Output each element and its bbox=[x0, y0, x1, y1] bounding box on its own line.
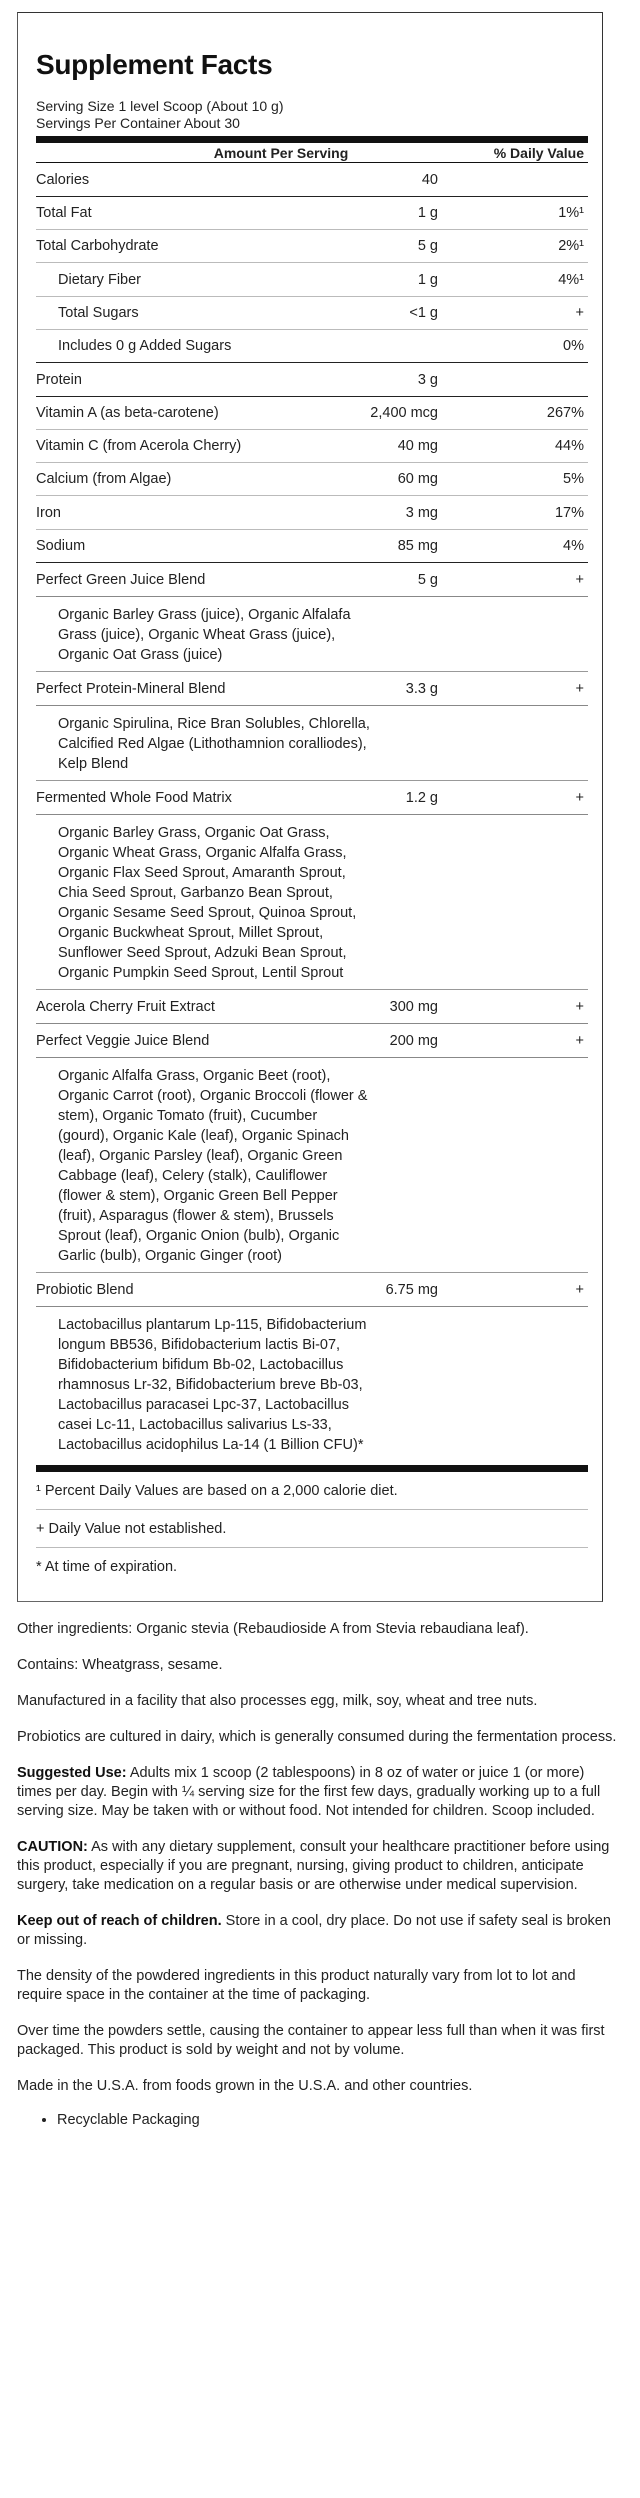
blend-ingredient-line: Organic Barley Grass (juice), Organic Alfalafa bbox=[58, 607, 351, 623]
blend-ingredient-line: stem), Organic Tomato (fruit), Cucumber bbox=[58, 1108, 318, 1124]
nutrient-row bbox=[36, 297, 588, 330]
blend-daily-value: + bbox=[575, 680, 584, 697]
blend-ingredient-line: (leaf), Organic Parsley (leaf), Organic Green bbox=[58, 1148, 343, 1164]
nutrient-daily-value: 5% bbox=[563, 471, 584, 487]
blend-ingredient-line: Organic Carrot (root), Organic Broccoli (flower & bbox=[58, 1088, 368, 1104]
blend-ingredients bbox=[36, 815, 588, 990]
nutrient-amount: 60 mg bbox=[397, 471, 438, 487]
blend-row bbox=[36, 1273, 588, 1307]
blend-amount: 6.75 mg bbox=[385, 1281, 438, 1298]
blend-name: Probiotic Blend bbox=[36, 1281, 134, 1298]
blend-ingredient-line: Lactobacillus plantarum Lp-115, Bifidobacterium bbox=[58, 1317, 367, 1333]
nutrient-name: Total Carbohydrate bbox=[36, 238, 159, 254]
nutrient-name: Calories bbox=[36, 171, 90, 188]
nutrient-row bbox=[36, 530, 588, 563]
nutrient-name: Sodium bbox=[36, 538, 86, 554]
nutrient-daily-value: 4% bbox=[563, 538, 584, 554]
nutrient-amount: 2,400 mcg bbox=[370, 405, 438, 421]
nutrient-row bbox=[36, 330, 588, 363]
blend-ingredient-line: Organic Pumpkin Seed Sprout, Lentil Sprout bbox=[58, 965, 344, 981]
caution-text: As with any dietary supplement, consult your healthcare practitioner before using this product, especially if you are pregnant, nursing, giving product to children, anticipate surgery, take medication on a regular basis or are otherwise under medical supervision. bbox=[17, 1839, 610, 1893]
blend-amount: 1.2 g bbox=[405, 789, 438, 806]
nutrient-daily-value: 4%¹ bbox=[558, 271, 584, 288]
nutrient-row bbox=[36, 397, 588, 430]
serving-info bbox=[36, 98, 588, 132]
footnote-dv: ¹ Percent Daily Values are based on a 2,000 calorie diet. bbox=[36, 1472, 588, 1510]
blend-ingredient-line: rhamnosus Lr-32, Bifidobacterium breve Bb-03, bbox=[58, 1377, 363, 1393]
keep-out-text: Store in a cool, dry place. Do not use if safety seal is broken or missing. bbox=[17, 1913, 611, 1948]
blend-ingredient-line: Organic Wheat Grass, Organic Alfalfa Grass, bbox=[58, 845, 347, 861]
nutrient-amount: <1 g bbox=[409, 305, 438, 321]
nutrient-row bbox=[36, 197, 588, 230]
daily-value-header: % Daily Value bbox=[493, 144, 584, 161]
blend-ingredient-line: Organic Oat Grass (juice) bbox=[58, 647, 223, 663]
nutrient-row bbox=[36, 430, 588, 463]
nutrient-amount: 1 g bbox=[417, 205, 438, 221]
nutrient-daily-value: 0% bbox=[563, 338, 584, 354]
blend-daily-value: + bbox=[575, 1281, 584, 1298]
facts-title: Supplement Facts bbox=[36, 49, 273, 80]
product-information bbox=[17, 1620, 617, 2130]
nutrient-row bbox=[36, 263, 588, 297]
contains-statement: Contains: Wheatgrass, sesame. bbox=[17, 1657, 223, 1673]
facility-statement: Manufactured in a facility that also processes egg, milk, soy, wheat and tree nuts. bbox=[17, 1693, 538, 1709]
footnote-plus: + Daily Value not established. bbox=[36, 1510, 588, 1548]
blend-daily-value: + bbox=[575, 789, 584, 806]
blend-ingredient-line: Garlic (bulb), Organic Ginger (root) bbox=[58, 1248, 283, 1264]
blend-row bbox=[36, 1024, 588, 1058]
blend-rows bbox=[36, 563, 588, 1465]
keep-out-label: Keep out of reach of children. bbox=[17, 1913, 222, 1929]
blend-amount: 3.3 g bbox=[405, 680, 438, 697]
nutrient-daily-value: + bbox=[575, 305, 584, 321]
blend-ingredient-line: (fruit), Asparagus (flower & stem), Brussels bbox=[58, 1208, 334, 1224]
caution-label: CAUTION: bbox=[17, 1839, 88, 1855]
blend-ingredient-line: Sunflower Seed Sprout, Adzuki Bean Sprout, bbox=[58, 945, 347, 961]
probiotics-note: Probiotics are cultured in dairy, which is generally consumed during the fermentation process. bbox=[17, 1729, 617, 1745]
blend-amount: 200 mg bbox=[389, 1032, 438, 1049]
nutrient-name: Dietary Fiber bbox=[58, 271, 141, 288]
suggested-use-text: Adults mix 1 scoop (2 tablespoons) in 8 oz of water or juice 1 (or more) times per day. Begin with ¼ serving size for the first few days, gradually working up to a full serving size. May be taken with or without food. Not intended for children. Scoop included. bbox=[17, 1765, 601, 1819]
blend-row bbox=[36, 563, 588, 597]
nutrient-amount: 40 bbox=[421, 171, 438, 188]
blend-ingredient-line: Sprout (leaf), Organic Onion (bulb), Organic bbox=[58, 1228, 340, 1244]
nutrient-daily-value: 2%¹ bbox=[558, 238, 584, 254]
nutrient-amount: 1 g bbox=[417, 271, 438, 288]
nutrient-row bbox=[36, 230, 588, 263]
blend-ingredient-line: Cabbage (leaf), Celery (stalk), Cauliflower bbox=[58, 1168, 328, 1184]
nutrient-daily-value: 267% bbox=[546, 405, 584, 421]
blend-name: Acerola Cherry Fruit Extract bbox=[36, 998, 215, 1015]
blend-ingredients bbox=[36, 706, 588, 781]
servings-per-container: Servings Per Container About 30 bbox=[36, 115, 240, 131]
feature-bullets bbox=[17, 2111, 617, 2130]
amount-per-serving-header: Amount Per Serving bbox=[213, 144, 349, 161]
supplement-facts-panel bbox=[17, 12, 603, 1602]
keep-out-of-reach bbox=[17, 1912, 617, 1950]
nutrient-name: Protein bbox=[36, 371, 82, 388]
nutrient-name: Vitamin C (from Acerola Cherry) bbox=[36, 438, 242, 454]
nutrient-amount: 40 mg bbox=[397, 438, 438, 454]
blend-row bbox=[36, 672, 588, 706]
suggested-use-label: Suggested Use: bbox=[17, 1765, 127, 1781]
serving-size: Serving Size 1 level Scoop (About 10 g) bbox=[36, 98, 284, 114]
nutrient-name: Total Fat bbox=[36, 205, 92, 221]
footnote-expiration: * At time of expiration. bbox=[36, 1559, 178, 1575]
nutrient-name: Includes 0 g Added Sugars bbox=[58, 338, 232, 354]
nutrient-amount: 85 mg bbox=[397, 538, 438, 554]
blend-ingredient-line: Lactobacillus paracasei Lpc-37, Lactobacillus bbox=[58, 1397, 349, 1413]
blend-daily-value: + bbox=[575, 998, 584, 1015]
made-in-statement: Made in the U.S.A. from foods grown in the U.S.A. and other countries. bbox=[17, 2078, 473, 2094]
nutrient-row bbox=[36, 163, 588, 197]
nutrient-rows bbox=[36, 163, 588, 563]
bullet-item: • Recyclable Packaging bbox=[57, 2111, 617, 2130]
blend-name: Perfect Veggie Juice Blend bbox=[36, 1032, 210, 1049]
thick-divider bbox=[36, 136, 588, 143]
blend-ingredient-line: Organic Alfalfa Grass, Organic Beet (root), bbox=[58, 1068, 331, 1084]
bottom-thick-divider bbox=[36, 1465, 588, 1472]
blend-ingredient-line: Bifidobacterium bifidum Bb-02, Lactobacillus bbox=[58, 1357, 344, 1373]
density-note: The density of the powdered ingredients in this product naturally vary from lot to lot and require space in the container at the time of packaging. bbox=[17, 1968, 576, 2003]
nutrient-name: Vitamin A (as beta-carotene) bbox=[36, 405, 219, 421]
blend-ingredient-line: Chia Seed Sprout, Garbanzo Bean Sprout, bbox=[58, 885, 333, 901]
nutrient-daily-value: 17% bbox=[554, 504, 584, 521]
blend-ingredient-line: Lactobacillus acidophilus La-14 (1 Billion CFU)* bbox=[58, 1437, 364, 1453]
blend-ingredient-line: Organic Spirulina, Rice Bran Solubles, Chlorella, bbox=[58, 716, 370, 732]
nutrient-daily-value: 1%¹ bbox=[558, 205, 584, 221]
blend-ingredients bbox=[36, 1307, 588, 1465]
blend-name: Perfect Green Juice Blend bbox=[36, 571, 206, 588]
settle-note: Over time the powders settle, causing the container to appear less full than when it was first packaged. This product is sold by weight and not by volume. bbox=[17, 2023, 605, 2058]
blend-ingredient-line: casei Lc-11, Lactobacillus salivarius Ls-33, bbox=[58, 1417, 332, 1433]
blend-ingredient-line: Kelp Blend bbox=[58, 756, 129, 772]
blend-ingredient-line: Organic Flax Seed Sprout, Amaranth Sprout, bbox=[58, 865, 346, 881]
blend-ingredient-line: longum BB536, Bifidobacterium lactis Bi-07, bbox=[58, 1337, 341, 1353]
blend-ingredient-line: Organic Sesame Seed Sprout, Quinoa Sprout, bbox=[58, 905, 357, 921]
blend-amount: 300 mg bbox=[389, 998, 438, 1015]
blend-daily-value: + bbox=[575, 571, 584, 588]
blend-ingredient-line: Organic Barley Grass, Organic Oat Grass, bbox=[58, 825, 330, 841]
facts-header-row bbox=[36, 143, 588, 163]
blend-ingredients bbox=[36, 597, 588, 672]
blend-ingredient-line: (flower & stem), Organic Green Bell Pepper bbox=[58, 1188, 338, 1204]
blend-name: Perfect Protein-Mineral Blend bbox=[36, 680, 226, 697]
blend-amount: 5 g bbox=[417, 571, 438, 588]
blend-ingredients bbox=[36, 1058, 588, 1273]
nutrient-name: Iron bbox=[36, 504, 61, 521]
nutrient-amount: 3 mg bbox=[405, 504, 438, 521]
nutrient-row bbox=[36, 363, 588, 397]
nutrient-row bbox=[36, 463, 588, 496]
blend-daily-value: + bbox=[575, 1032, 584, 1049]
blend-ingredient-line: Organic Buckwheat Sprout, Millet Sprout, bbox=[58, 925, 324, 941]
blend-ingredient-line: Calcified Red Algae (Lithothamnion coralliodes), bbox=[58, 736, 367, 752]
suggested-use bbox=[17, 1764, 617, 1821]
caution bbox=[17, 1838, 617, 1895]
blend-row bbox=[36, 781, 588, 815]
blend-ingredient-line: (gourd), Organic Kale (leaf), Organic Spinach bbox=[58, 1128, 349, 1144]
blend-row bbox=[36, 990, 588, 1024]
nutrient-amount: 5 g bbox=[417, 238, 438, 254]
nutrient-row bbox=[36, 496, 588, 530]
blend-name: Fermented Whole Food Matrix bbox=[36, 789, 232, 806]
other-ingredients: Other ingredients: Organic stevia (Rebaudioside A from Stevia rebaudiana leaf). bbox=[17, 1621, 529, 1637]
blend-ingredient-line: Grass (juice), Organic Wheat Grass (juice), bbox=[58, 627, 336, 643]
nutrient-name: Total Sugars bbox=[58, 305, 139, 321]
nutrient-name: Calcium (from Algae) bbox=[36, 471, 172, 487]
nutrient-amount: 3 g bbox=[417, 371, 438, 388]
nutrient-daily-value: 44% bbox=[554, 438, 584, 454]
